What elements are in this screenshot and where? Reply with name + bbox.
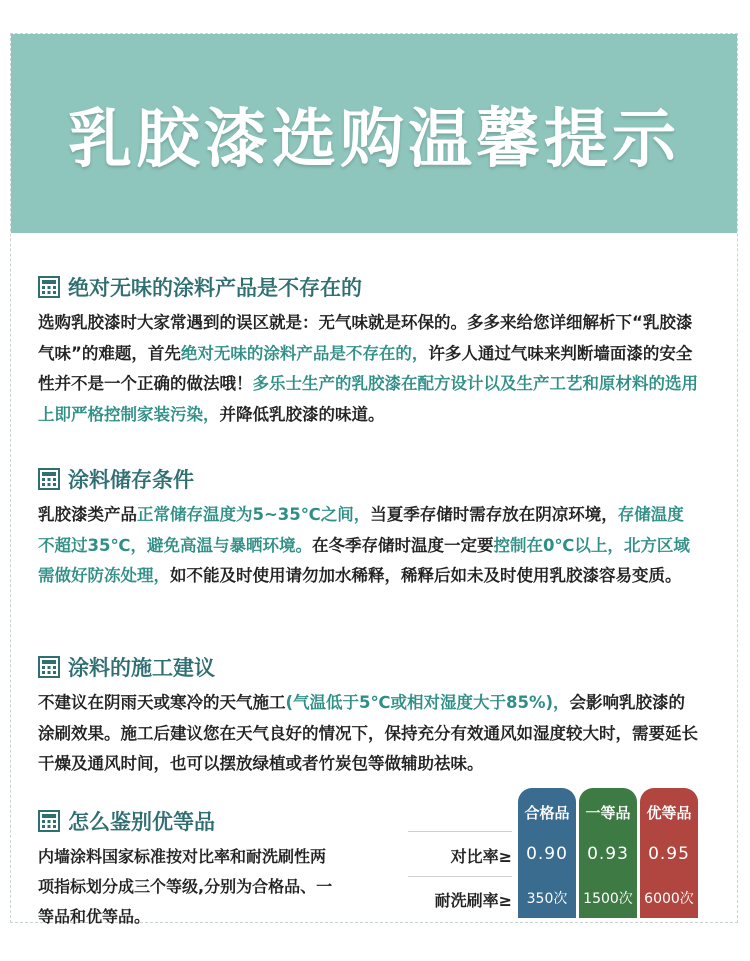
column-first-grade [579, 788, 637, 918]
section-storage [38, 464, 698, 592]
column-qualified [518, 788, 576, 918]
column-header: 合格品 [524, 804, 570, 822]
calculator-icon [38, 810, 60, 832]
section-title: 涂料储存条件 [68, 468, 194, 492]
banner-title: 乳胶漆选购温馨提示 [68, 102, 680, 177]
calculator-icon [38, 656, 60, 678]
table-cell: 350次 [526, 891, 568, 907]
column-header: 一等品 [585, 804, 631, 822]
text-run: 乳胶漆类产品 [38, 505, 137, 524]
text-run: 如不能及时使用请勿加水稀释，稀释后如未及时使用乳胶漆容易变质。 [170, 566, 682, 585]
highlight-text: (气温低于5℃或相对湿度大于85%)， [285, 693, 570, 712]
section-title: 怎么鉴别优等品 [68, 810, 215, 834]
column-premium [640, 788, 698, 918]
section-paragraph [38, 308, 698, 430]
banner [11, 34, 737, 233]
table-cell: 1500次 [583, 891, 633, 907]
table-cell: 0.93 [587, 844, 629, 864]
table-cell: 0.95 [648, 844, 690, 864]
section-paragraph: 内墙涂料国家标准按对比率和耐洗刷性两项指标划分成三个等级,分别为合格品、一等品和优等品。 [38, 847, 333, 926]
highlight-text: 存储温度不超过35℃，避免高温与暴晒环境。 [38, 505, 684, 555]
highlight-text: 正常储存温度为5~35℃之间， [137, 505, 371, 524]
section-quality [38, 806, 338, 932]
quality-table [408, 788, 698, 920]
row-label-scrub: 耐洗刷率≥ [434, 891, 512, 910]
text-run: 在冬季存储时温度一定要 [311, 535, 494, 555]
highlight-text: 绝对无味的涂料产品是不存在的， [180, 343, 429, 363]
text-run: 当夏季存储时需存放在阴凉环境， [370, 505, 618, 524]
section-odor [38, 272, 698, 430]
section-heading [38, 652, 698, 682]
column-header: 优等品 [646, 804, 692, 822]
divider [408, 876, 512, 877]
section-title: 绝对无味的涂料产品是不存在的 [68, 276, 362, 300]
calculator-icon [38, 276, 60, 298]
text-run: 不建议在阴雨天或寒冷的天气施工 [38, 693, 286, 712]
text-run: 会影响乳胶漆的涂刷效果。施工后建议您在天气良好的情况下，保持充分有效通风如湿度较大时，需要延长干燥及通风时间，也可以摆放绿植或者竹炭包等做辅助祛味。 [38, 693, 698, 773]
table-cell: 0.90 [526, 844, 568, 864]
calculator-icon [38, 468, 60, 490]
text-run: 并降低乳胶漆的味道。 [219, 404, 385, 424]
text-run: 许多人通过气味来判断墙面漆的安全性并不是一个正确的做法哦！ [38, 343, 693, 393]
row-label-contrast: 对比率≥ [450, 847, 512, 866]
section-title: 涂料的施工建议 [68, 656, 215, 680]
highlight-text: 多乐士生产的乳胶漆在配方设计以及生产工艺和原材料的选用上即严格控制家装污染， [38, 374, 698, 424]
section-paragraph [38, 688, 698, 780]
section-heading [38, 464, 698, 494]
section-application [38, 652, 698, 780]
table-cell: 6000次 [644, 891, 694, 907]
text-run: 选购乳胶漆时大家常遇到的误区就是：无气味就是环保的。多多来给您详细解析下“乳胶漆气味”的难题，首先 [38, 313, 693, 363]
section-paragraph [38, 500, 698, 592]
section-heading [38, 272, 698, 302]
section-heading [38, 806, 338, 836]
highlight-text: 控制在0℃以上，北方区域需做好防冻处理， [38, 535, 690, 585]
divider [408, 831, 512, 832]
